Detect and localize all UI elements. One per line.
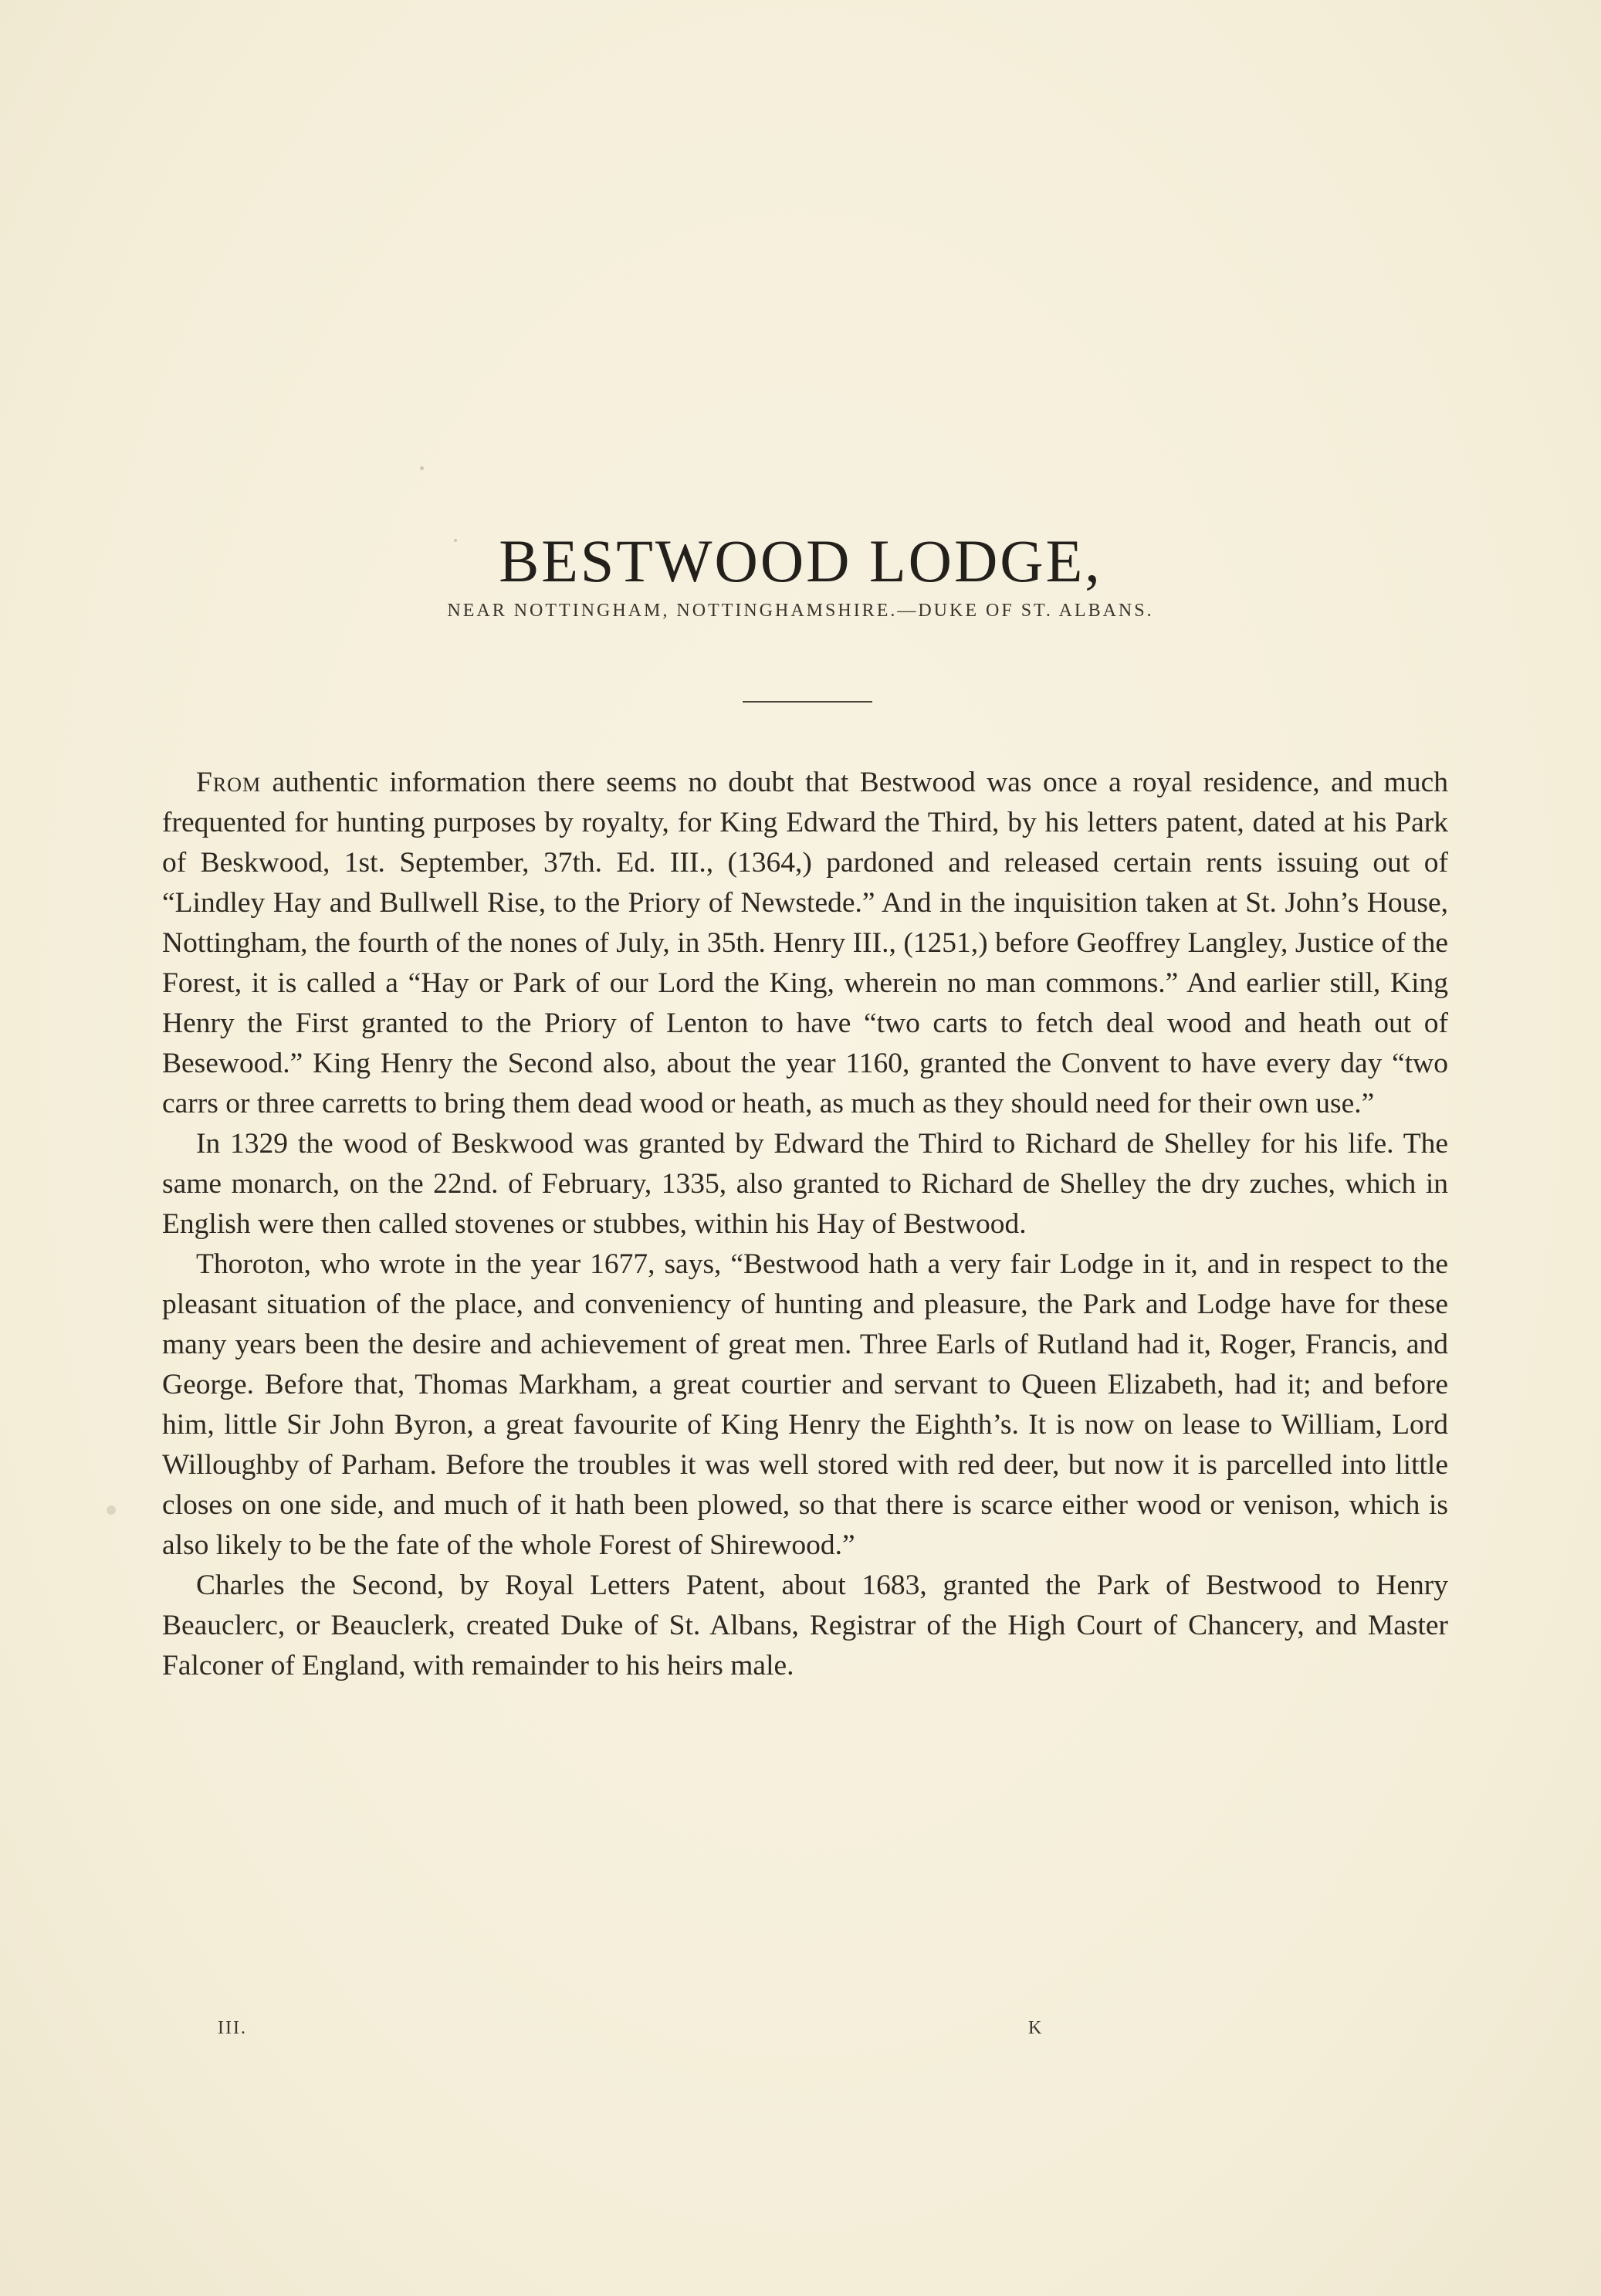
paragraph [162, 763, 1448, 1124]
paragraph-text: authentic information there seems no doubt that Bestwood was once a royal residence, and much frequented for hunting purposes by royalty, for King Edward the Third, by his letters patent, dated at his Park of Beskwood, 1st. September, 37th. Ed. III., (1364,) pardoned and released certain rents issuing out of “Lindley Hay and Bullwell Rise, to the Priory of Newstede.” And in the inquisition taken at St. John’s House, Nottingham, the fourth of the nones of July, in 35th. Henry III., (1251,) before Geoffrey Langley, Justice of the Forest, it is called a “Hay or Park of our Lord the King, wherein no man commons.” And earlier still, King Henry the First granted to the Priory of Lenton to have “two carts to fetch deal wood and heath out of Besewood.” King Henry the Second also, about the year 1160, granted the Convent to have every day “two carrs or three carretts to bring them dead wood or heath, as much as they should need for their own use.” [162, 767, 1448, 1119]
title-divider [743, 701, 872, 703]
paragraph-lead-word: From [196, 767, 262, 798]
paragraph: In 1329 the wood of Beskwood was granted by Edward the Third to Richard de Shelley for his life. The same monarch, on the 22nd. of February, 1335, also granted to Richard de Shelley the dry zuches, which in English were then called stovenes or stubbes, within his Hay of Bestwood. [162, 1128, 1448, 1240]
paper-speck [107, 1505, 116, 1515]
paragraph: Thoroton, who wrote in the year 1677, says, “Bestwood hath a very fair Lodge in it, and in respect to the pleasant situation of the place, and conveniency of hunting and pleasure, the Park and Lodge have for these many years been the desire and achievement of great men. Three Earls of Rutland had it, Roger, Francis, and George. Before that, Thomas Markham, a great courtier and servant to Queen Elizabeth, had it; and before him, little Sir John Byron, a great favourite of King Henry the Eighth’s. It is now on lease to William, Lord Willoughby of Parham. Before the troubles it was well stored with red deer, but now it is parcelled into little closes on one side, and much of it hath been plowed, so that there is scarce either wood or venison, which is also likely to be the fate of the whole Forest of Shirewood.” [162, 1248, 1448, 1561]
paragraph: Charles the Second, by Royal Letters Patent, about 1683, granted the Park of Bestwood to Henry Beauclerc, or Beauclerk, created Duke of St. Albans, Registrar of the High Court of Chancery, and Master Falconer of England, with remainder to his heirs male. [162, 1570, 1448, 1681]
paper-speck [420, 466, 424, 470]
page-subtitle: NEAR NOTTINGHAM, NOTTINGHAMSHIRE.—DUKE OF ST. ALBANS. [447, 601, 1154, 621]
page-title: BESTWOOD LODGE, [499, 527, 1102, 595]
article-body [162, 763, 1448, 1686]
signature-mark: K [1028, 2018, 1042, 2038]
volume-number: III. [218, 2018, 247, 2038]
